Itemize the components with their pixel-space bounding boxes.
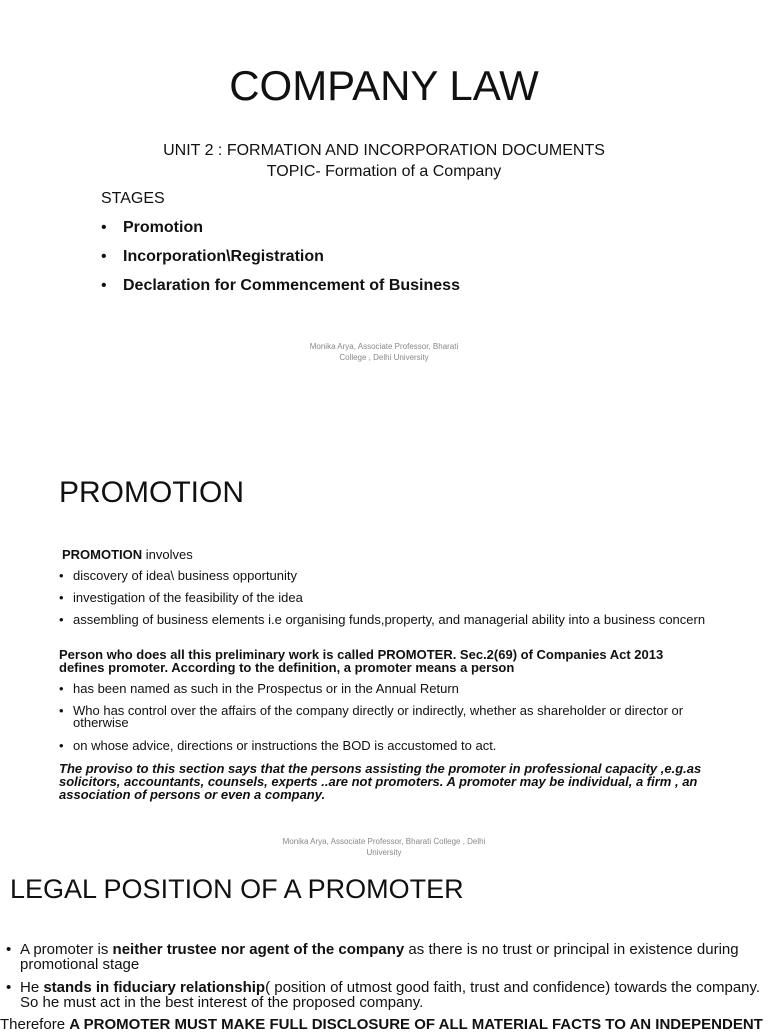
list-item: • investigation of the feasibility of the idea <box>59 590 303 605</box>
unit-heading: UNIT 2 : FORMATION AND INCORPORATION DOCUMENTS <box>163 142 605 159</box>
slide-footer: Monika Arya, Associate Professor, Bharati College , Delhi University <box>282 837 486 857</box>
stage-item: • Declaration for Commencement of Business <box>101 277 460 294</box>
slide-legal-position <box>0 864 768 1033</box>
stages-label: STAGES <box>101 190 165 207</box>
list-item: • on whose advice, directions or instructions the BOD is accustomed to act. <box>59 738 497 753</box>
list-item: • Who has control over the affairs of the company directly or indirectly, whether as shareholder or director or otherwise <box>59 703 684 730</box>
stage-item: • Incorporation\Registration <box>101 248 324 265</box>
slide-promotion <box>0 432 768 864</box>
proviso-note: The proviso to this section says that the persons assisting the promoter in professional capacity ,e.g.as solicitors, accountants, counsels, experts ..are not promoters. A promoter may be individual, a firm , an association of persons or even a company. <box>59 761 702 802</box>
list-item: • A promoter is neither trustee nor agent of the company as there is no trust or principal in existence during promotional stage <box>6 941 739 973</box>
list-item: • has been named as such in the Prospectus or in the Annual Return <box>59 681 459 696</box>
topic-heading: TOPIC- Formation of a Company <box>266 163 502 180</box>
promoter-definition: Person who does all this preliminary work is called PROMOTER. Sec.2(69) of Companies Act 2013 defines promoter. According to the definition, a promoter means a person <box>59 647 664 675</box>
list-item: Therefore A PROMOTER MUST MAKE FULL DISCLOSURE OF ALL MATERIAL FACTS TO AN INDEPENDENT <box>0 1016 763 1033</box>
slide-title: COMPANY LAW <box>229 62 539 109</box>
list-item: • He stands in fiduciary relationship( position of utmost good faith, trust and confidence) towards the company. So he must act in the best interest of the proposed company. <box>6 979 761 1011</box>
stage-item: • Promotion <box>101 219 203 236</box>
slide-footer: Monika Arya, Associate Professor, Bharati College , Delhi University <box>309 342 459 362</box>
list-item: • discovery of idea\ business opportunity <box>59 568 298 583</box>
slide-title: PROMOTION <box>59 476 244 509</box>
list-item: • assembling of business elements i.e organising funds,property, and managerial ability into a business concern <box>59 612 706 627</box>
slide-title: LEGAL POSITION OF A PROMOTER <box>10 874 464 904</box>
slide-company-law <box>0 0 768 432</box>
intro-line: PROMOTION involves <box>62 547 193 562</box>
